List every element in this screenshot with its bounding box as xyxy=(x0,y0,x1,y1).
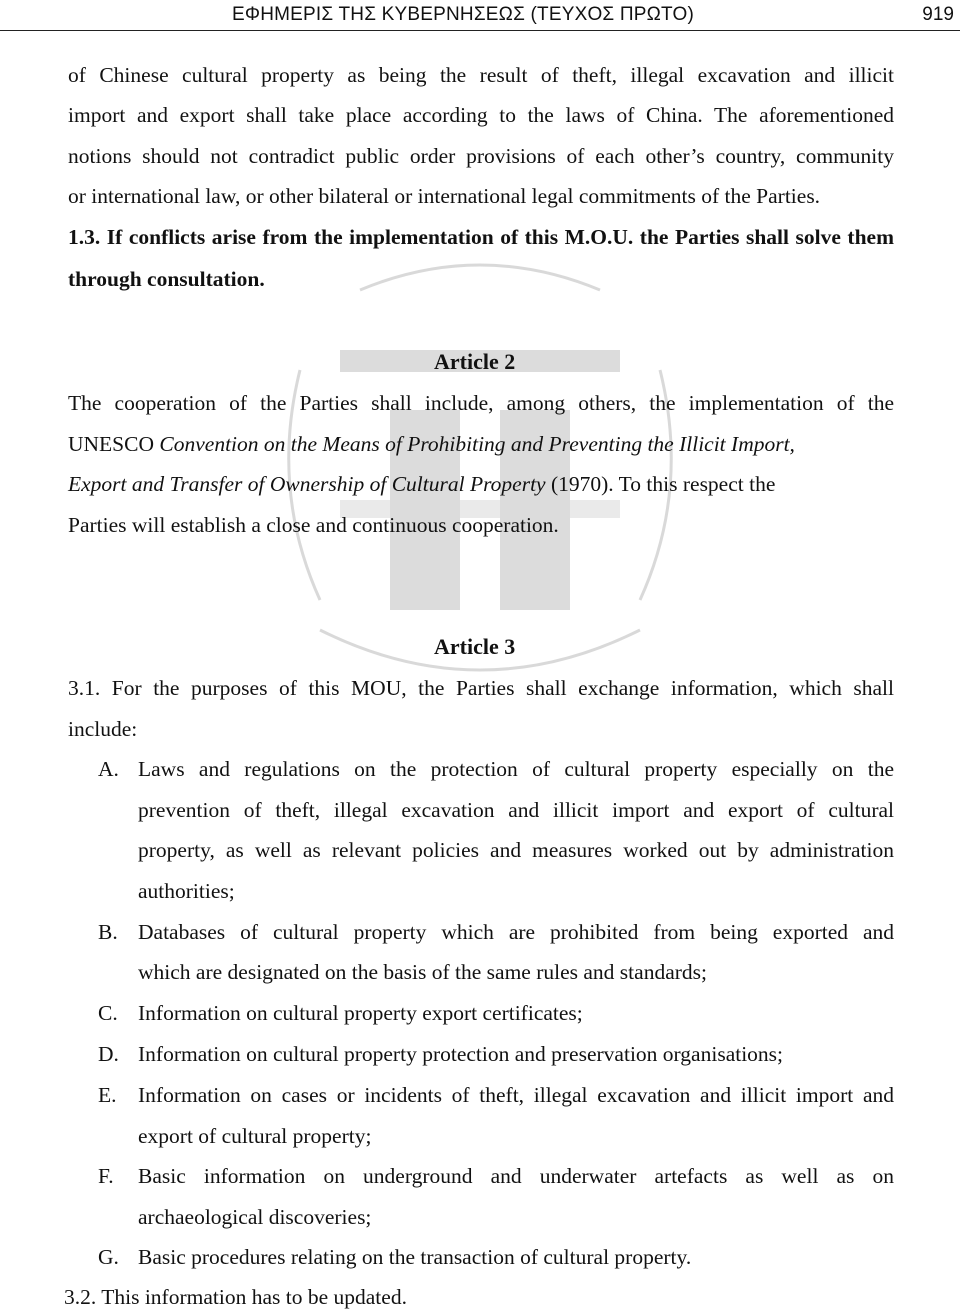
text-line: of Chinese cultural property as being the result of theft, illegal excavation and illicit xyxy=(68,63,894,87)
text-line: Parties will establish a close and continuous cooperation. xyxy=(68,513,559,537)
convention-title-run: Convention on the Means of Prohibiting and Preventing the Illicit Import, xyxy=(159,432,795,456)
list-item-line: Information on cases or incidents of theft, illegal excavation and illicit import and xyxy=(138,1083,894,1107)
text-line-mixed xyxy=(68,431,795,457)
convention-title-run: Export and Transfer of Ownership of Cultural Property xyxy=(68,472,546,496)
list-item-line: archaeological discoveries; xyxy=(138,1205,372,1229)
list-item-line: which are designated on the basis of the same rules and standards; xyxy=(138,960,707,984)
list-marker: G. xyxy=(98,1245,119,1269)
text-line-mixed xyxy=(68,471,775,497)
gazette-title: ΕΦΗΜΕΡΙΣ ΤΗΣ ΚΥΒΕΡΝΗΣΕΩΣ (ΤΕΥΧΟΣ ΠΡΩΤΟ) xyxy=(232,4,695,25)
list-item-line: Information on cultural property export certificates; xyxy=(138,1001,583,1025)
text-line: 3.2. This information has to be updated. xyxy=(64,1285,407,1309)
list-marker: A. xyxy=(98,757,119,781)
list-item-line: prevention of theft, illegal excavation and illicit import and export of cultural xyxy=(138,798,894,822)
list-item-line: authorities; xyxy=(138,879,235,903)
list-item-line: Databases of cultural property which are prohibited from being exported and xyxy=(138,920,894,944)
text-line: notions should not contradict public order provisions of each other’s country, community xyxy=(68,144,894,168)
text-run: UNESCO xyxy=(68,432,160,456)
text-run: (1970). To this respect the xyxy=(545,472,776,496)
article-2-heading: Article 2 xyxy=(434,349,516,374)
text-line: include: xyxy=(68,717,138,741)
list-item-line: Laws and regulations on the protection of cultural property especially on the xyxy=(138,757,894,781)
page-number: 919 xyxy=(922,4,954,25)
page-header xyxy=(0,0,960,31)
list-item-line: export of cultural property; xyxy=(138,1124,372,1148)
text-line: 3.1. For the purposes of this MOU, the Parties shall exchange information, which shall xyxy=(68,676,894,700)
text-line: through consultation. xyxy=(68,267,265,291)
list-item-line: Information on cultural property protection and preservation organisations; xyxy=(138,1042,784,1066)
text-line: The cooperation of the Parties shall include, among others, the implementation of the xyxy=(68,391,894,415)
article-3-heading: Article 3 xyxy=(434,634,516,659)
text-line: 1.3. If conflicts arise from the implementation of this M.O.U. the Parties shall solve them xyxy=(68,225,894,249)
list-marker: C. xyxy=(98,1001,118,1025)
list-marker: E. xyxy=(98,1083,117,1107)
list-item-line: Basic information on underground and underwater artefacts as well as on xyxy=(138,1164,894,1188)
text-line: or international law, or other bilateral or international legal commitments of the Parties. xyxy=(68,184,821,208)
list-item-line: Basic procedures relating on the transaction of cultural property. xyxy=(138,1245,692,1269)
list-item-line: property, as well as relevant policies and measures worked out by administration xyxy=(138,838,894,862)
list-marker: F. xyxy=(98,1164,114,1188)
text-line: import and export shall take place according to the laws of China. The aforementioned xyxy=(68,103,894,127)
list-marker: B. xyxy=(98,920,118,944)
list-marker: D. xyxy=(98,1042,119,1066)
